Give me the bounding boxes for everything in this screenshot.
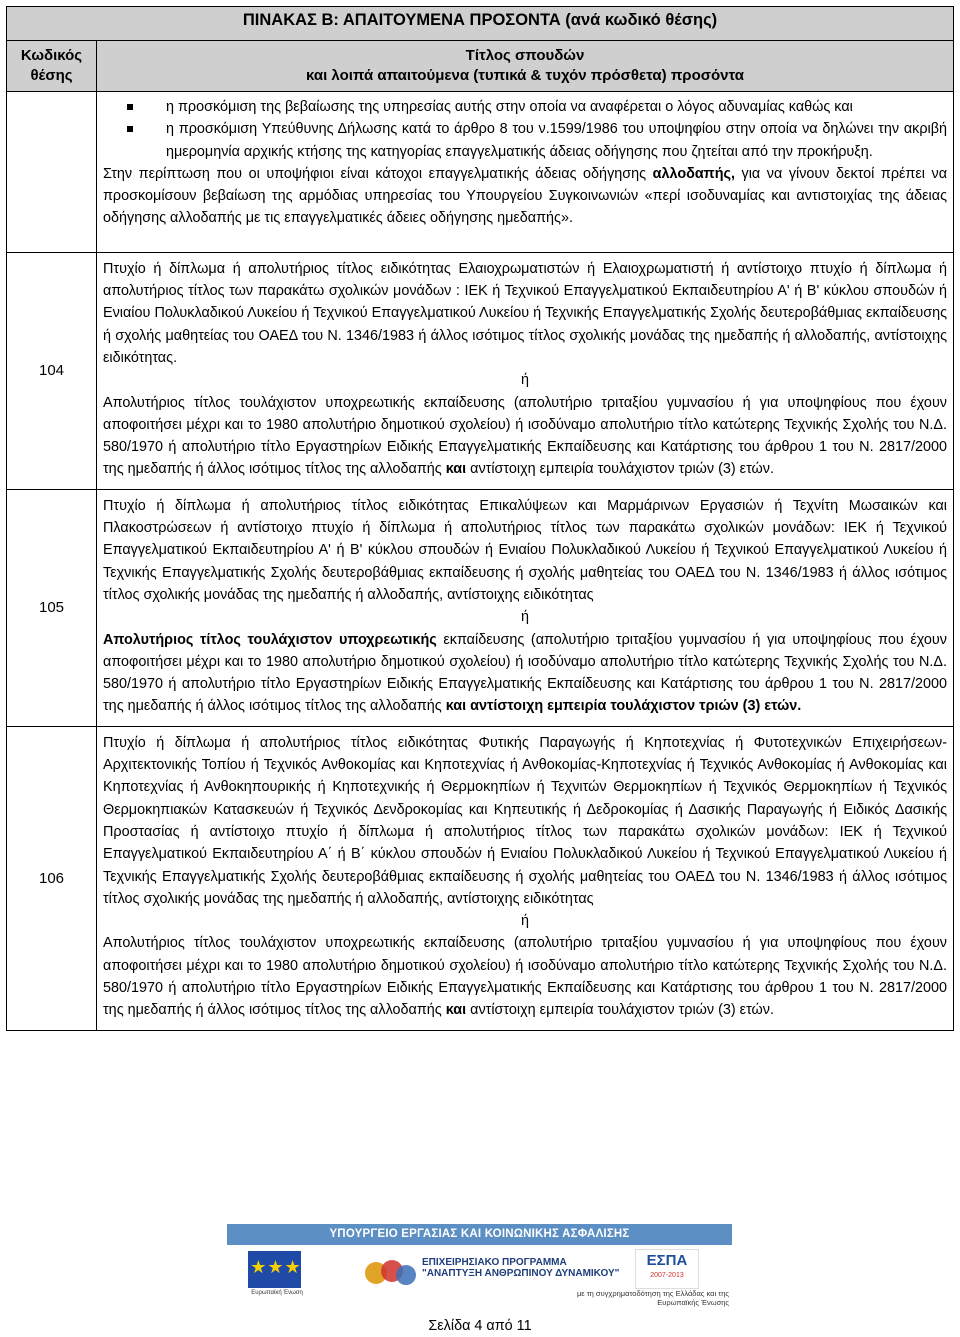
code-cell-empty xyxy=(7,92,97,253)
bullet-text: η προσκόμιση της βεβαίωσης της υπηρεσίας αυτής στην οποία να αναφέρεται ο λόγος αδυναμίας καθώς και xyxy=(166,99,853,115)
espa-years: 2007-2013 xyxy=(650,1272,684,1279)
table-row-104 xyxy=(7,252,954,489)
degree-paragraph: Πτυχίο ή δίπλωμα ή απολυτήριος τίτλος ειδικότητας Φυτικής Παραγωγής ή Κηποτεχνίας ή Φυτοτεχνικών Επιχειρήσεων- Αρχιτεκτονικής Τοπίου ή Τεχνικός Ανθοκομίας και Κηποτεχνίας ή Ανθοκομίας-Κηποτεχνίας ή Τεχνικός Ανθοκομίας ή Ανθοκομίας και Κηποτεχνίας ή Ανθοκηπουρικής ή Κηποτεχνικής ή Θερμοκηπίων ή Τεχνιτών Θερμοκηπίων ή Τεχνικός Θερμοκηπίων ή Τεχνικός Θερμοκηπιακών Κατασκευών ή Τεχνικός Δενδροκομίας και Κηπευτικής ή Δεδροκομίας ή Δασικής Παραγωγής ή Ειδικός Δασικής Προστασίας ή αντίστοιχο πτυχίο ή δίπλωμα ή απολυτήριος τίτλος των παρακάτω σχολικών μονάδων: ΙΕΚ ή Τεχνικού Επαγγελματικού Εκπαιδευτηρίου Α΄ ή Β΄ κύκλου σπουδών ή Ενιαίου Πολυκλαδικού Λυκείου ή Τεχνικού Επαγγελματικού Λυκείου ή Τεχνικής Επαγγελματικής Σχολής δευτεροβάθμιας εκπαίδευσης ή σχολής μαθητείας του ΟΑΕΔ του Ν. 1346/1983 ή άλλος ισότιμος τίτλος σχολικής μονάδας της ημεδαπής ή αλλοδαπής, αντίστοιχης ειδικότητας xyxy=(103,734,948,907)
paragraph-bold-text: και xyxy=(445,1002,467,1019)
paragraph-text: Στην περίπτωση που οι υποψήφιοι είναι κάτοχοι επαγγελματικής άδειας οδήγησης xyxy=(103,165,653,182)
square-bullet-icon xyxy=(127,126,133,132)
eu-flag-caption: Ευρωπαϊκή Ένωση xyxy=(251,1290,303,1296)
bullet-item xyxy=(166,118,947,163)
bullet-item xyxy=(166,96,947,118)
paragraph-text: αντίστοιχη εμπειρία τουλάχιστον τριών (3) ετών. xyxy=(466,1002,774,1019)
table-row-continuation xyxy=(7,92,954,253)
paragraph-text: Απολυτήριος τίτλος τουλάχιστον υποχρεωτικής εκπαίδευσης (απολυτήριο τριταξίου γυμνασίου ή για υποψηφίους που έχουν αποφοιτήσει μέχρι και το 1980 απολυτήριο δημοτικού σχολείου) ή ισοδύναμο απολυτήριο τίτλο κατώτερης Τεχνικής Σχολής του Ν.Δ. 580/1970 ή απολυτήριο τίτλο Εργαστηρίων Ειδικής Επαγγελματικής Εκπαίδευσης και Κατάρτισης του άρθρου 1 του Ν. 2817/2000 της ημεδαπής ή άλλος ισότιμος τίτλος της αλλοδαπής xyxy=(103,935,948,1019)
paragraph-text: αντίστοιχη εμπειρία τουλάχιστον τριών (3) ετών. xyxy=(466,461,774,478)
requirements-cell xyxy=(97,726,954,1030)
operational-program-logo-icon xyxy=(362,1254,417,1292)
square-bullet-icon xyxy=(127,104,133,110)
table-row-105 xyxy=(7,489,954,726)
operational-program-text xyxy=(422,1257,619,1279)
table-row-106 xyxy=(7,726,954,1030)
alternative-paragraph xyxy=(103,392,947,481)
or-separator: ή xyxy=(521,609,530,626)
position-code: 104 xyxy=(7,252,97,489)
alternative-paragraph xyxy=(103,629,947,718)
co-financing-caption: με τη συγχρηματοδότηση της Ελλάδας και της Ευρωπαϊκής Ένωσης xyxy=(576,1289,729,1307)
paragraph-bold-text: και xyxy=(445,461,467,478)
text-cell xyxy=(97,92,954,253)
paragraph xyxy=(103,163,947,230)
program-line-2: "ΑΝΑΠΤΥΞΗ ΑΝΘΡΩΠΙΝΟΥ ΔΥΝΑΜΙΚΟΥ" xyxy=(422,1268,620,1279)
paragraph-bold-text: Απολυτήριος τίτλος τουλάχιστον υποχρεωτικής xyxy=(103,631,437,648)
or-separator: ή xyxy=(521,913,530,930)
col-header-title xyxy=(97,41,954,92)
paragraph-bold-text: αλλοδαπής, xyxy=(652,165,735,182)
paragraph-bold-text: και αντίστοιχη εμπειρία τουλάχιστον τριών (3) ετών. xyxy=(445,698,802,715)
col-header-title-line1: Τίτλος σπουδών xyxy=(465,47,585,64)
program-line-1: ΕΠΙΧΕΙΡΗΣΙΑΚΟ ΠΡΟΓΡΑΜΜΑ xyxy=(422,1257,567,1268)
page-number: Σελίδα 4 από 11 xyxy=(428,1318,532,1334)
col-header-code: Κωδικός θέσης xyxy=(7,41,97,92)
paragraph-text: για να γίνουν δεκτοί πρέπει να προσκομίσουν βεβαίωση της αρμόδιας υπηρεσίας του Υπουργείου Συγκοινωνιών «περί ισοδυναμίας και αντιστοιχίας της άδειας οδήγησης αλλοδαπής με τις επαγγελματικές άδειες οδήγησης ημεδαπής». xyxy=(103,165,948,227)
espa-word: ΕΣΠΑ xyxy=(646,1252,688,1269)
position-code: 106 xyxy=(7,726,97,1030)
or-separator: ή xyxy=(521,372,530,389)
col-header-title-line2: και λοιπά απαιτούμενα (τυπικά & τυχόν πρόσθετα) προσόντα xyxy=(305,67,745,84)
requirements-cell xyxy=(97,252,954,489)
funding-logos-banner xyxy=(227,1224,732,1308)
espa-logo-icon xyxy=(635,1249,699,1289)
paragraph-text: εκπαίδευσης (απολυτήριο τριταξίου γυμνασίου ή για υποψηφίους που έχουν αποφοιτήσει μέχρι και το 1980 απολυτήριο δημοτικού σχολείου) ή ισοδύναμο απολυτήριο τίτλο κατώτερης Τεχνικής Σχολής του Ν.Δ. 580/1970 ή απολυτήριο τίτλο Εργαστηρίων Ειδικής Επαγγελματικής Εκπαίδευσης και Κατάρτισης του άρθρου 1 του Ν. 2817/2000 της ημεδαπής ή άλλος ισότιμος τίτλος της αλλοδαπής xyxy=(103,631,948,715)
qualifications-table xyxy=(6,6,954,1031)
eu-flag-icon: ★ ★ ★ xyxy=(248,1251,301,1288)
ministry-band: ΥΠΟΥΡΓΕΙΟ ΕΡΓΑΣΙΑΣ ΚΑΙ ΚΟΙΝΩΝΙΚΗΣ ΑΣΦΑΛΙΣΗΣ xyxy=(227,1224,732,1245)
degree-paragraph: Πτυχίο ή δίπλωμα ή απολυτήριος τίτλος ειδικότητας Ελαιοχρωματιστών ή Ελαιοχρωματιστή ή αντίστοιχο πτυχίο ή δίπλωμα ή απολυτήριος τίτλος των παρακάτω σχολικών μονάδων : ΙΕΚ ή Τεχνικού Επαγγελματικού Εκπαιδευτηρίου Α' ή Β' κύκλου σπουδών ή Ενιαίου Πολυκλαδικού Λυκείου ή Τεχνικού Επαγγελματικού Λυκείου ή Τεχνικής Επαγγελματικής Σχολής δευτεροβάθμιας εκπαίδευσης ή σχολής μαθητείας του ΟΑΕΔ του Ν. 1346/1983 ή άλλος ισότιμος τίτλος σχολικής μονάδας της ημεδαπής ή αλλοδαπής, αντίστοιχης ειδικότητας. xyxy=(103,260,948,366)
table-title: ΠΙΝΑΚΑΣ Β: ΑΠΑΙΤΟΥΜΕΝΑ ΠΡΟΣΟΝΤΑ (ανά κωδικό θέσης) xyxy=(7,7,954,41)
bullet-text: η προσκόμιση Υπεύθυνης Δήλωσης κατά το άρθρο 8 του ν.1599/1986 του υποψηφίου στην οποία να δηλώνει την ακριβή ημερομηνία αρχικής κτήσης της κατηγορίας επαγγελματικής άδειας οδήγησης που ζητείται από την προκήρυξη. xyxy=(166,121,948,160)
paragraph-text: Απολυτήριος τίτλος τουλάχιστον υποχρεωτικής εκπαίδευσης (απολυτήριο τριταξίου γυμνασίου ή για υποψηφίους που έχουν αποφοιτήσει μέχρι και το 1980 απολυτήριο δημοτικού σχολείου) ή ισοδύναμο απολυτήριο τίτλο κατώτερης Τεχνικής Σχολής του Ν.Δ. 580/1970 ή απολυτήριο τίτλο Εργαστηρίων Ειδικής Επαγγελματικής Εκπαίδευσης και Κατάρτισης του άρθρου 1 του Ν. 2817/2000 της ημεδαπής ή άλλος ισότιμος τίτλος της αλλοδαπής xyxy=(103,394,948,478)
alternative-paragraph xyxy=(103,932,947,1021)
requirements-cell xyxy=(97,489,954,726)
degree-paragraph: Πτυχίο ή δίπλωμα ή απολυτήριος τίτλος ειδικότητας Επικαλύψεων και Μαρμάρινων Εργασιών ή Τεχνίτη Μωσαικών και Πλακοστρώσεων ή αντίστοιχο πτυχίο ή δίπλωμα ή απολυτήριος τίτλος των παρακάτω σχολικών μονάδων: ΙΕΚ ή Τεχνικού Επαγγελματικού Εκπαιδευτηρίου Α' ή Β' κύκλου σπουδών ή Ενιαίου Πολυκλαδικού Λυκείου ή Τεχνικού Επαγγελματικού Λυκείου ή Τεχνικής Επαγγελματικής Σχολής δευτεροβάθμιας εκπαίδευσης ή σχολής μαθητείας του ΟΑΕΔ του Ν. 1346/1983 ή άλλος ισότιμος τίτλος σχολικής μονάδας της ημεδαπής ή αλλοδαπής, αντίστοιχης ειδικότητας xyxy=(103,497,948,603)
bullet-list xyxy=(103,96,947,163)
position-code: 105 xyxy=(7,489,97,726)
